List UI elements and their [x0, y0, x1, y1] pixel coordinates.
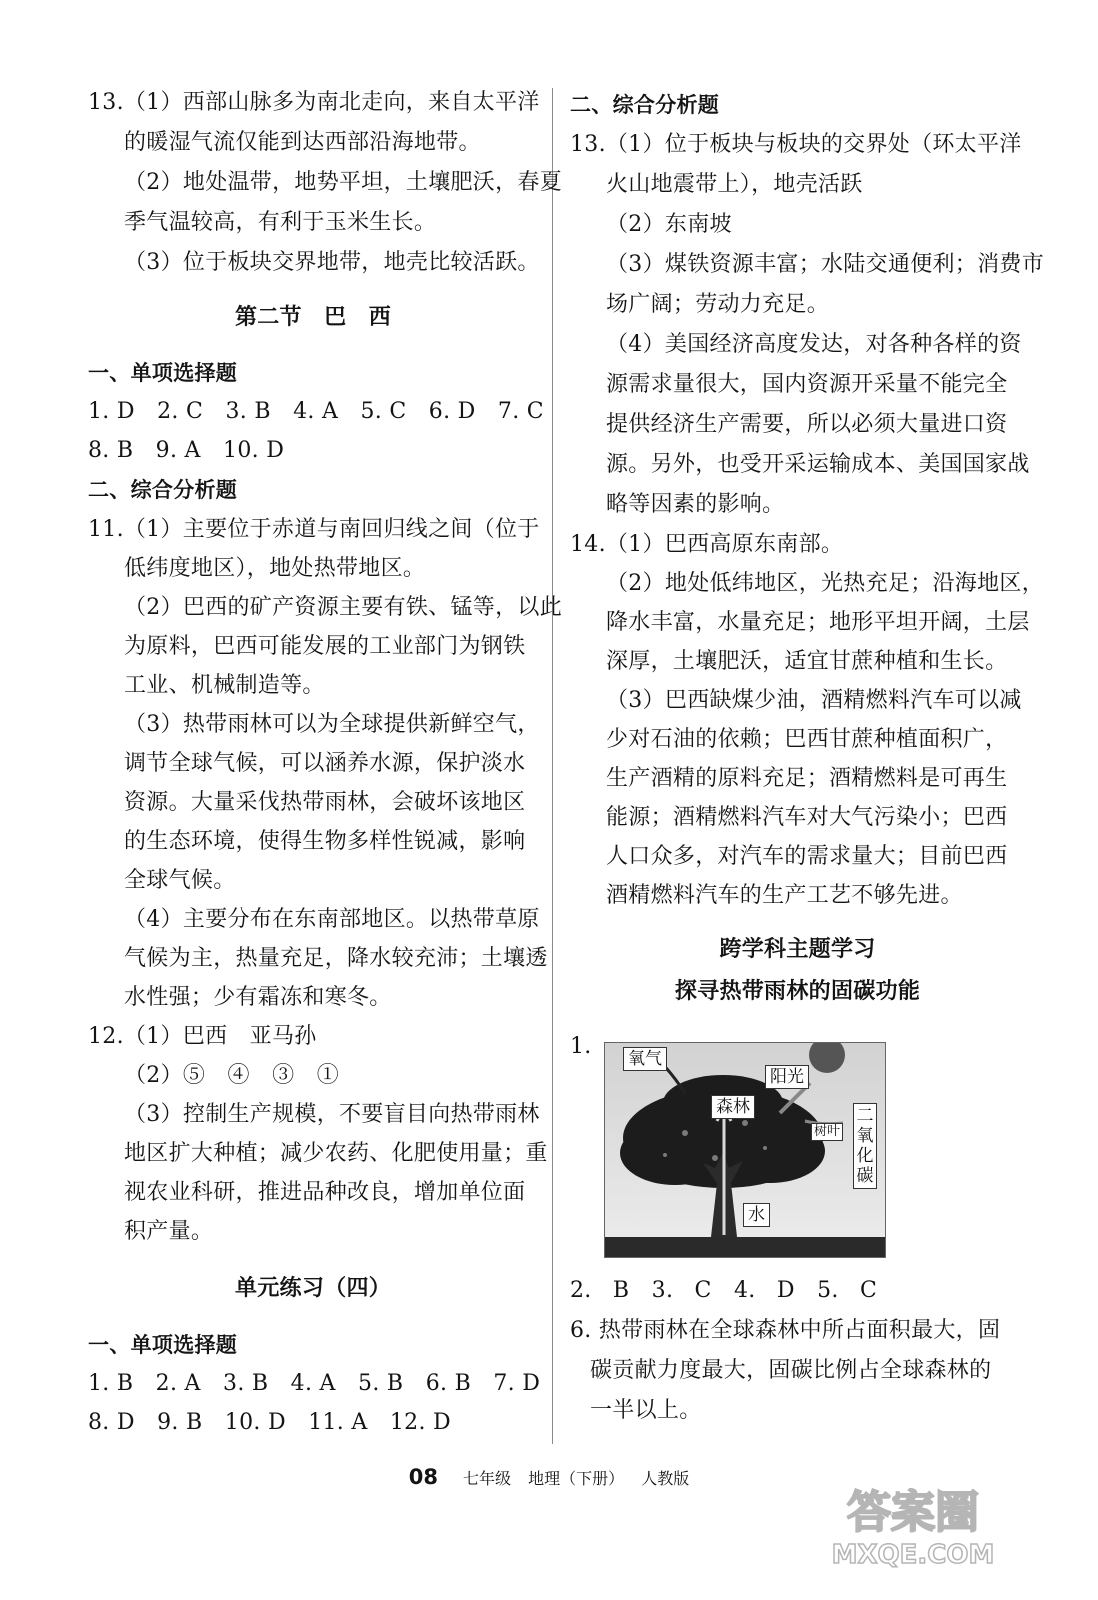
q13r-line-2: 火山地震带上），地壳活跃 — [606, 172, 863, 197]
q13-line-1: 13.（1）西部山脉多为南北走向，来自太平洋 — [88, 90, 540, 115]
heading-single-choice: 一、单项选择题 — [88, 361, 238, 385]
label-sunlight: 阳光 — [765, 1065, 809, 1089]
q13-line-3: （2）地处温带，地势平坦，土壤肥沃，春夏 — [124, 170, 562, 195]
footer-subject: 地理（下册） — [528, 1469, 625, 1488]
q13-line-4: 季气温较高，有利于玉米生长。 — [124, 210, 437, 235]
carbon-cycle-figure — [604, 1042, 886, 1258]
ground — [605, 1237, 885, 1257]
q11-line-2: 低纬度地区），地处热带地区。 — [124, 556, 426, 581]
q11-line-5: 工业、机械制造等。 — [124, 673, 325, 698]
footer-grade: 七年级 — [463, 1469, 512, 1488]
label-oxygen: 氧气 — [623, 1047, 667, 1071]
q14-line-6: 少对石油的依赖；巴西甘蔗种植面积广， — [606, 727, 1008, 752]
q14-line-5: （3）巴西缺煤少油，酒精燃料汽车可以减 — [606, 688, 1022, 713]
q13r-line-5: 场广阔；劳动力充足。 — [606, 292, 830, 317]
q12-line-5: 视农业科研，推进品种改良，增加单位面 — [124, 1180, 526, 1205]
q13-line-2: 的暖湿气流仅能到达西部沿海地带。 — [124, 130, 481, 155]
q11-line-13: 水性强；少有霜冻和寒冬。 — [124, 985, 392, 1010]
label-leaf: 树叶 — [811, 1123, 843, 1141]
q13r-line-3: （2）东南坡 — [606, 212, 732, 237]
q1-number: 1. — [570, 1034, 592, 1059]
q13-line-5: （3）位于板块交界地带，地壳比较活跃。 — [124, 250, 540, 275]
section-title-brazil: 第二节 巴 西 — [234, 305, 392, 330]
q14-line-1: 14.（1）巴西高原东南部。 — [570, 532, 844, 557]
q12-line-2: （2）⑤ ④ ③ ① — [124, 1063, 339, 1088]
q11-line-10: 全球气候。 — [124, 868, 236, 893]
q12-line-3: （3）控制生产规模，不要盲目向热带雨林 — [124, 1102, 540, 1127]
mc2-answers-row-1: 1. B 2. A 3. B 4. A 5. B 6. B 7. D — [88, 1371, 541, 1396]
mc1-answers-row-2: 8. B 9. A 10. D — [88, 438, 285, 463]
q11-line-9: 的生态环境，使得生物多样性锐减，影响 — [124, 829, 526, 854]
mc2-answers-row-2: 8. D 9. B 10. D 11. A 12. D — [88, 1410, 451, 1435]
q14-line-8: 能源；酒精燃料汽车对大气污染小；巴西 — [606, 805, 1008, 830]
q11-line-7: 调节全球气候，可以涵养水源，保护淡水 — [124, 751, 526, 776]
q13r-line-4: （3）煤铁资源丰富；水陆交通便利；消费市 — [606, 252, 1044, 277]
heading-single-choice-2: 一、单项选择题 — [88, 1333, 238, 1357]
q6-line-2: 碳贡献力度最大，固碳比例占全球森林的 — [590, 1358, 992, 1383]
q13r-line-9: 源。另外，也受开采运输成本、美国国家战 — [606, 452, 1030, 477]
heading-analysis-right: 二、综合分析题 — [570, 93, 720, 117]
q12-line-1: 12.（1）巴西 亚马孙 — [88, 1024, 317, 1049]
q13r-line-7: 源需求量很大，国内资源开采量不能完全 — [606, 372, 1008, 397]
q11-line-3: （2）巴西的矿产资源主要有铁、锰等，以此 — [124, 595, 562, 620]
watermark-logo — [798, 1475, 1028, 1570]
q14-line-2: （2）地处低纬地区，光热充足；沿海地区， — [606, 571, 1044, 596]
q11-line-11: （4）主要分布在东南部地区。以热带草原 — [124, 907, 540, 932]
q11-line-8: 资源。大量采伐热带雨林，会破坏该地区 — [124, 790, 526, 815]
q13r-line-1: 13.（1）位于板块与板块的交界处（环太平洋 — [570, 132, 1022, 157]
q6-line-3: 一半以上。 — [590, 1398, 702, 1423]
q13r-line-6: （4）美国经济高度发达，对各种各样的资 — [606, 332, 1022, 357]
column-divider — [552, 88, 553, 1444]
q14-line-4: 深厚，土壤肥沃，适宜甘蔗种植和生长。 — [606, 649, 1008, 674]
q13r-line-8: 提供经济生产需要，所以必须大量进口资 — [606, 412, 1008, 437]
q12-line-4: 地区扩大种植；减少农药、化肥使用量；重 — [124, 1141, 548, 1166]
topic-subtitle: 探寻热带雨林的固碳功能 — [674, 979, 921, 1004]
label-forest: 森林 — [711, 1095, 755, 1119]
q11-line-6: （3）热带雨林可以为全球提供新鲜空气， — [124, 712, 540, 737]
q14-line-10: 酒精燃料汽车的生产工艺不够先进。 — [606, 883, 963, 908]
q6-line-1: 6. 热带雨林在全球森林中所占面积最大，固 — [570, 1318, 1001, 1343]
label-water: 水 — [743, 1203, 770, 1227]
q11-line-12: 气候为主，热量充足，降水较充沛；土壤透 — [124, 946, 548, 971]
q11-line-1: 11.（1）主要位于赤道与南回归线之间（位于 — [88, 517, 540, 542]
q14-line-9: 人口众多，对汽车的需求量大；目前巴西 — [606, 844, 1008, 869]
q11-line-4: 为原料，巴西可能发展的工业部门为钢铁 — [124, 634, 526, 659]
q12-line-6: 积产量。 — [124, 1219, 214, 1244]
watermark-url: MXQE.COM — [831, 1540, 995, 1570]
q14-line-3: 降水丰富，水量充足；地形平坦开阔，土层 — [606, 610, 1030, 635]
footer-edition: 人教版 — [641, 1469, 690, 1488]
heading-analysis: 二、综合分析题 — [88, 478, 238, 502]
mc1-answers-row-1: 1. D 2. C 3. B 4. A 5. C 6. D 7. C — [88, 399, 544, 424]
q14-line-7: 生产酒精的原料充足；酒精燃料是可再生 — [606, 766, 1008, 791]
label-co2: 二氧化碳 — [853, 1103, 877, 1189]
unit-exercise-title: 单元练习（四） — [234, 1276, 392, 1301]
watermark-text: 答案圈 — [847, 1487, 979, 1538]
mc3-answers: 2. B 3. C 4. D 5. C — [570, 1278, 878, 1303]
topic-title: 跨学科主题学习 — [719, 937, 876, 962]
q13r-line-10: 略等因素的影响。 — [606, 492, 785, 517]
page-number: 08 — [408, 1465, 438, 1489]
